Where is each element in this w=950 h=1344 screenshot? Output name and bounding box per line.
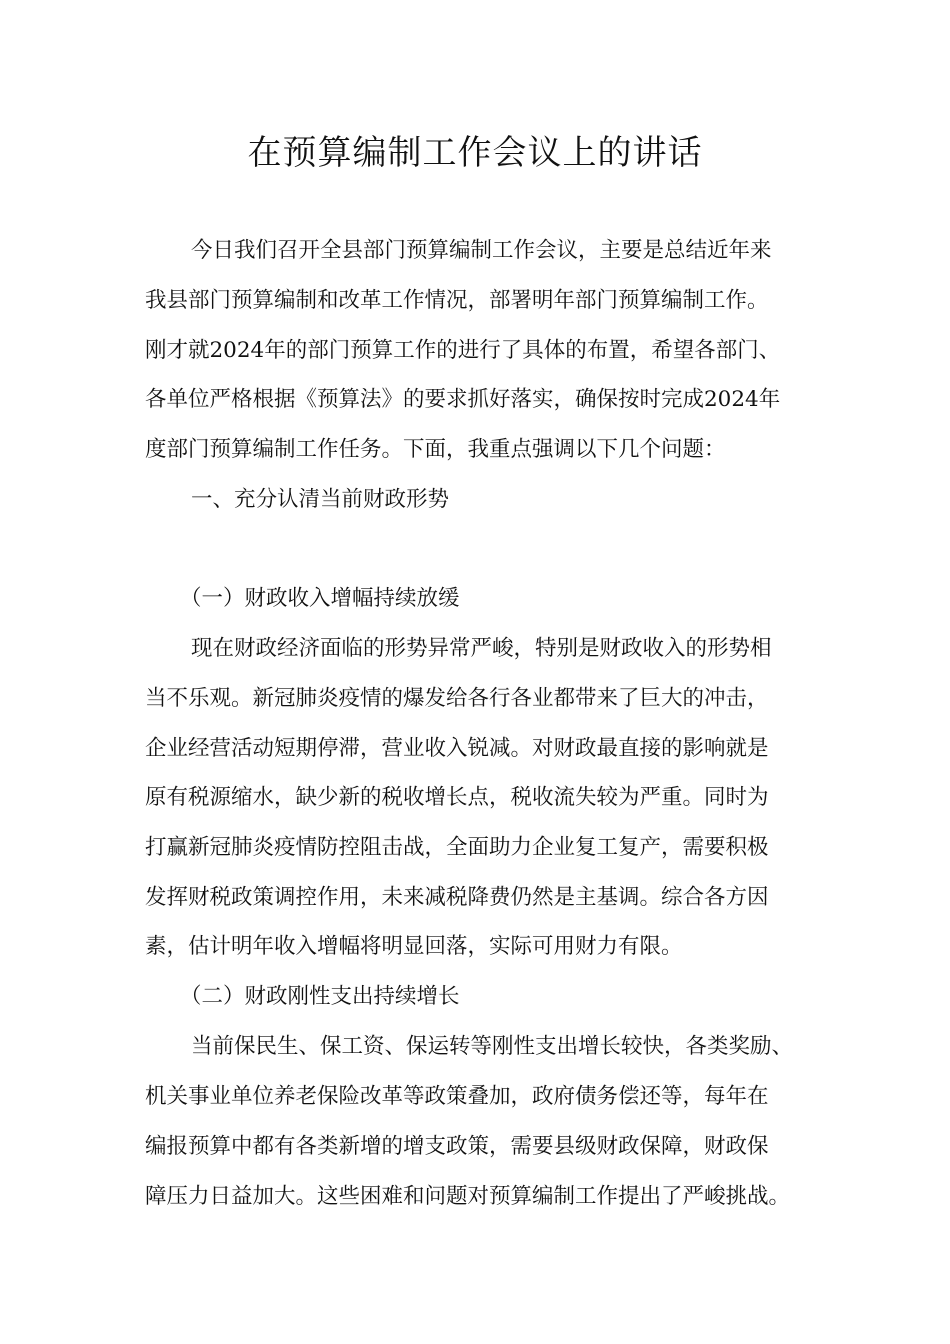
paragraph-line: 机关事业单位养老保险改革等政策叠加，政府债务偿还等，每年在 [145, 1084, 769, 1109]
paragraph-line: 现在财政经济面临的形势异常严峻，特别是财政收入的形势相 [191, 636, 772, 661]
paragraph-line: 原有税源缩水，缺少新的税收增长点，税收流失较为严重。同时为 [145, 785, 769, 810]
subsection-heading: （二）财政刚性支出持续增长 [180, 984, 460, 1009]
paragraph-line: 度部门预算编制工作任务。下面，我重点强调以下几个问题： [145, 437, 726, 462]
paragraph-line: 刚才就2024年的部门预算工作的进行了具体的布置，希望各部门、 [145, 338, 781, 363]
paragraph-line: 打赢新冠肺炎疫情防控阻击战，全面助力企业复工复产，需要积极 [145, 835, 769, 860]
paragraph-line: 企业经营活动短期停滞，营业收入锐减。对财政最直接的影响就是 [145, 736, 769, 761]
document-title: 在预算编制工作会议上的讲话 [247, 133, 703, 173]
paragraph-line: 今日我们召开全县部门预算编制工作会议，主要是总结近年来 [191, 238, 772, 263]
paragraph-line: 编报预算中都有各类新增的增支政策，需要县级财政保障，财政保 [145, 1134, 769, 1159]
paragraph-line: 我县部门预算编制和改革工作情况，部署明年部门预算编制工作。 [145, 288, 769, 313]
section-heading: 一、充分认清当前财政形势 [191, 487, 450, 512]
paragraph-line: 当不乐观。新冠肺炎疫情的爆发给各行各业都带来了巨大的冲击， [145, 686, 769, 711]
paragraph-line: 素，估计明年收入增幅将明显回落，实际可用财力有限。 [145, 934, 683, 959]
paragraph-line: 发挥财税政策调控作用，未来减税降费仍然是主基调。综合各方因 [145, 885, 769, 910]
paragraph-line: 障压力日益加大。这些困难和问题对预算编制工作提出了严峻挑战。 [145, 1184, 791, 1209]
subsection-heading: （一）财政收入增幅持续放缓 [180, 586, 460, 611]
paragraph-line: 各单位严格根据《预算法》的要求抓好落实，确保按时完成2024年 [145, 387, 781, 412]
paragraph-line: 当前保民生、保工资、保运转等刚性支出增长较快，各类奖励、 [191, 1034, 794, 1059]
